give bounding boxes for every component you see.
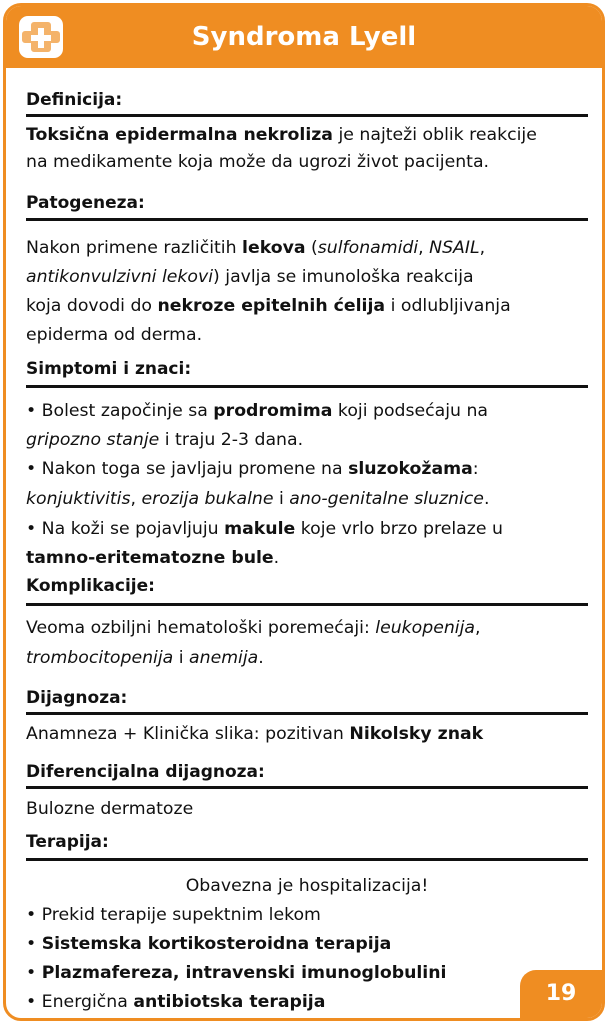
divider bbox=[26, 385, 588, 388]
text-line bbox=[26, 427, 588, 454]
section-title-diferencijalna: Diferencijalna dijagnoza: bbox=[26, 762, 265, 782]
text-span: je najteži oblik reakcije bbox=[332, 125, 537, 145]
divider bbox=[26, 114, 588, 117]
page-title: Syndroma Lyell bbox=[191, 22, 417, 52]
text-span: • Na koži se pojavljuju bbox=[26, 519, 225, 539]
page-number: 19 bbox=[545, 981, 577, 1006]
bold-text: nekroze epitelnih ćelija bbox=[157, 296, 386, 316]
text-span: i odlubljivanja bbox=[385, 296, 511, 316]
text-span: i traju 2-3 dana. bbox=[159, 430, 304, 450]
text-span: Bulozne dermatoze bbox=[26, 799, 194, 819]
text-line bbox=[26, 149, 588, 176]
italic-text: ano-genitalne sluznice bbox=[289, 489, 484, 509]
text-span: Nakon primene različitih bbox=[26, 238, 243, 258]
bold-text: tamno-eritematozne bule bbox=[26, 548, 274, 568]
list-item bbox=[26, 902, 588, 929]
italic-text: gripozno stanje bbox=[26, 430, 160, 450]
section-title-definicija: Definicija: bbox=[26, 90, 123, 110]
bold-text: prodromima bbox=[213, 401, 333, 421]
bold-text: Toksična epidermalna nekroliza bbox=[26, 125, 333, 145]
section-title-komplikacije: Komplikacije: bbox=[26, 576, 155, 596]
text-line bbox=[26, 615, 588, 642]
section-title-dijagnoza: Dijagnoza: bbox=[26, 688, 128, 708]
divider bbox=[26, 712, 588, 715]
list-item bbox=[26, 989, 588, 1016]
text-line bbox=[26, 235, 588, 262]
text-span: Veoma ozbiljni hematološki poremećaji: bbox=[26, 618, 376, 638]
bold-text: antibiotska terapija bbox=[133, 992, 326, 1012]
italic-text: konjuktivitis bbox=[26, 489, 131, 509]
text-span: Anamneza + Klinička slika: pozitivan bbox=[26, 724, 350, 744]
text-line bbox=[26, 486, 588, 513]
text-span: . bbox=[258, 648, 264, 668]
divider bbox=[26, 218, 588, 221]
text-span: na medikamente koja može da ugrozi život pacijenta. bbox=[26, 152, 490, 172]
therapy-intro: Obavezna je hospitalizacija! bbox=[185, 876, 429, 896]
text-span: i bbox=[273, 489, 290, 509]
bold-text: makule bbox=[224, 519, 296, 539]
text-span: • bbox=[26, 934, 42, 954]
text-line bbox=[26, 516, 588, 543]
text-span: , bbox=[475, 618, 481, 638]
text-line bbox=[26, 398, 588, 425]
text-span: : bbox=[472, 459, 479, 479]
bold-text: Sistemska kortikosteroidna terapija bbox=[41, 934, 392, 954]
section-title-simptomi: Simptomi i znaci: bbox=[26, 359, 192, 379]
text-span: koji podsećaju na bbox=[332, 401, 489, 421]
text-span: koje vrlo brzo prelaze u bbox=[295, 519, 503, 539]
divider bbox=[26, 603, 588, 606]
text-span: , bbox=[418, 238, 430, 258]
bold-text: Plazmafereza, intravenski imunoglobulini bbox=[41, 963, 447, 983]
divider bbox=[26, 858, 588, 861]
text-line bbox=[26, 796, 588, 823]
text-span: epiderma od derma. bbox=[26, 325, 203, 345]
text-line bbox=[26, 456, 588, 483]
text-span: ) javlja se imunološka reakcija bbox=[213, 267, 474, 287]
text-span: , bbox=[130, 489, 142, 509]
text-line bbox=[26, 122, 588, 149]
italic-text: antikonvulzivni lekovi bbox=[26, 267, 214, 287]
text-span: • Nakon toga se javljaju promene na bbox=[26, 459, 349, 479]
text-line bbox=[26, 721, 588, 748]
divider bbox=[26, 786, 588, 789]
text-span: koja dovodi do bbox=[26, 296, 158, 316]
text-line bbox=[26, 645, 588, 672]
italic-text: trombocitopenija bbox=[26, 648, 174, 668]
text-span: , bbox=[479, 238, 486, 258]
section-title-terapija: Terapija: bbox=[26, 832, 109, 852]
text-line bbox=[26, 264, 588, 291]
text-span: . bbox=[273, 548, 280, 568]
bold-text: Nikolsky znak bbox=[349, 724, 484, 744]
list-item bbox=[26, 931, 588, 958]
list-item bbox=[26, 960, 588, 987]
text-line bbox=[26, 293, 588, 320]
text-span: ( bbox=[305, 238, 318, 258]
text-span: • Prekid terapije supektnim lekom bbox=[26, 905, 321, 925]
text-span: • Energična bbox=[26, 992, 134, 1012]
italic-text: sulfonamidi bbox=[317, 238, 419, 258]
text-span: i bbox=[173, 648, 190, 668]
text-line bbox=[26, 545, 588, 572]
italic-text: erozija bukalne bbox=[141, 489, 274, 509]
italic-text: NSAIL bbox=[429, 238, 480, 258]
section-title-patogeneza: Patogeneza: bbox=[26, 193, 145, 213]
text-line bbox=[26, 322, 588, 349]
text-span: . bbox=[483, 489, 490, 509]
text-span: • bbox=[26, 963, 42, 983]
bold-text: lekova bbox=[242, 238, 306, 258]
text-span: • Bolest započinje sa bbox=[26, 401, 214, 421]
card bbox=[3, 3, 605, 1021]
italic-text: leukopenija bbox=[375, 618, 475, 638]
bold-text: sluzokožama bbox=[348, 459, 473, 479]
italic-text: anemija bbox=[189, 648, 259, 668]
header-bar bbox=[6, 6, 602, 68]
